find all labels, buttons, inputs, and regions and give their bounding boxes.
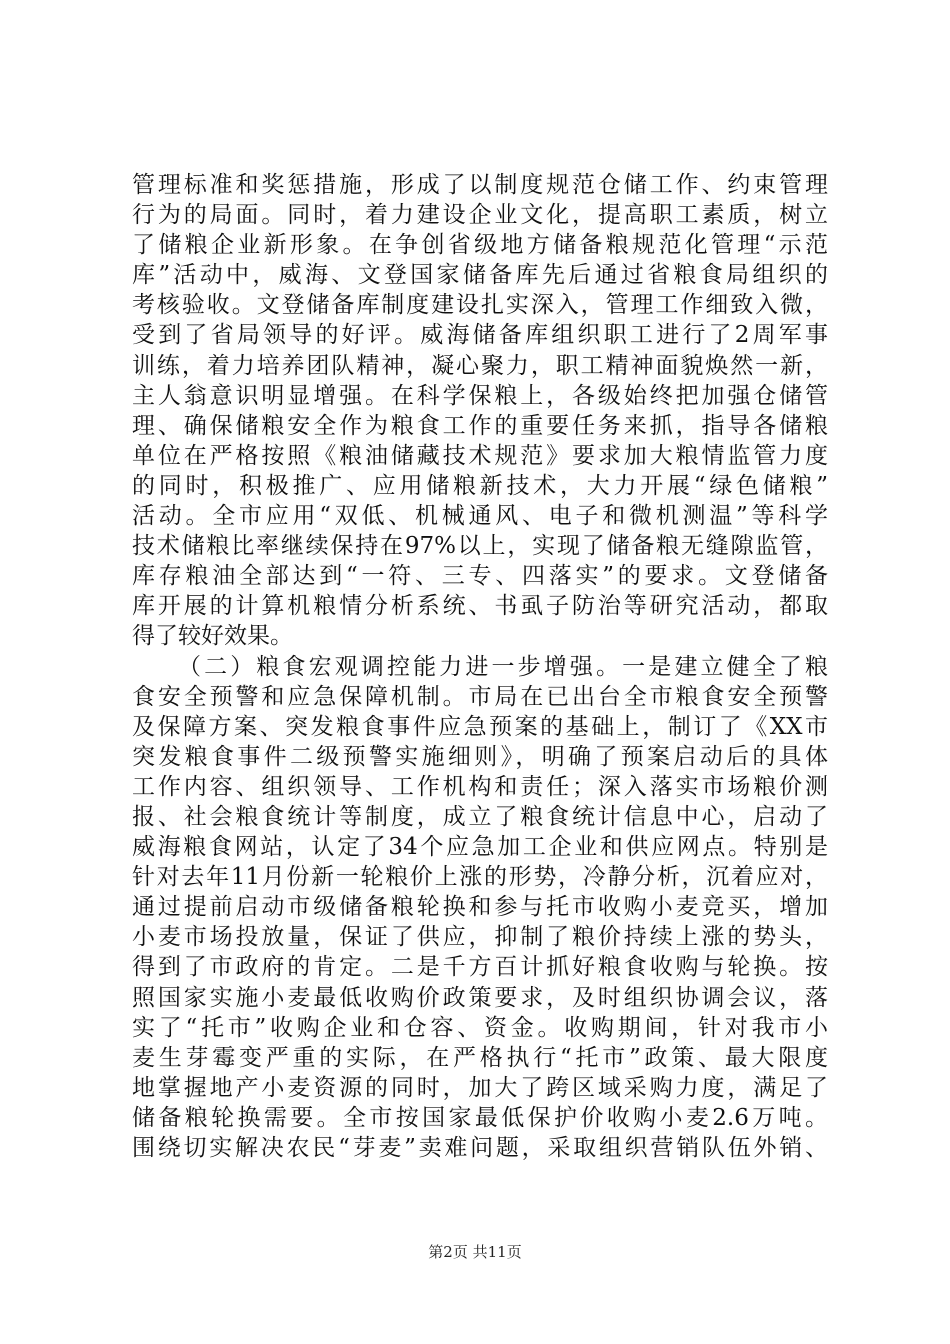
text-line: 技术储粮比率继续保持在97%以上，实现了储备粮无缝隙监管， [132, 533, 828, 560]
text-line: 储备粮轮换需要。全市按国家最低保护价收购小麦2.6万吨。 [132, 1104, 828, 1131]
text-line: （二）粮食宏观调控能力进一步增强。一是建立健全了粮 [178, 653, 828, 680]
text-line: 小麦市场投放量，保证了供应，抑制了粮价持续上涨的势头， [132, 924, 828, 951]
text-line: 理、确保储粮安全作为粮食工作的重要任务来抓，指导各储粮 [132, 412, 828, 439]
text-line: 库存粮油全部达到“一符、三专、四落实”的要求。文登储备 [132, 563, 828, 590]
text-line: 活动。全市应用“双低、机械通风、电子和微机测温”等科学 [132, 503, 828, 530]
text-line: 通过提前启动市级储备粮轮换和参与托市收购小麦竞买，增加 [132, 894, 828, 921]
page-footer: 第2页 共11页 [428, 1243, 522, 1261]
text-line: 训练，着力培养团队精神，凝心聚力，职工精神面貌焕然一新， [132, 352, 828, 379]
text-line: 威海粮食网站，认定了34个应急加工企业和供应网点。特别是 [132, 834, 828, 861]
text-line: 得了较好效果。 [132, 623, 293, 650]
text-line: 的同时，积极推广、应用储粮新技术，大力开展“绿色储粮” [132, 472, 828, 499]
text-line: 单位在严格按照《粮油储藏技术规范》要求加大粮情监管力度 [132, 442, 828, 469]
text-line: 及保障方案、突发粮食事件应急预案的基础上，制订了《XX市 [132, 713, 828, 740]
text-line: 工作内容、组织领导、工作机构和责任；深入落实市场粮价测 [132, 773, 828, 800]
text-line: 主人翁意识明显增强。在科学保粮上，各级始终把加强仓储管 [132, 382, 828, 409]
text-line: 地掌握地产小麦资源的同时，加大了跨区域采购力度，满足了 [132, 1074, 828, 1101]
text-line: 受到了省局领导的好评。威海储备库组织职工进行了2周军事 [132, 322, 828, 349]
text-line: 行为的局面。同时，着力建设企业文化，提高职工素质，树立 [132, 202, 828, 229]
text-line: 突发粮食事件二级预警实施细则》，明确了预案启动后的具体 [132, 743, 828, 770]
paragraph [132, 170, 828, 652]
text-line: 库”活动中，威海、文登国家储备库先后通过省粮食局组织的 [132, 262, 828, 289]
text-line: 库开展的计算机粮情分析系统、书虱子防治等研究活动，都取 [132, 593, 828, 620]
text-line: 针对去年11月份新一轮粮价上涨的形势，冷静分析，沉着应对， [132, 864, 828, 891]
text-line: 实了“托市”收购企业和仓容、资金。收购期间，针对我市小 [132, 1014, 828, 1041]
text-line: 报、社会粮食统计等制度，成立了粮食统计信息中心，启动了 [132, 803, 828, 830]
text-line: 围绕切实解决农民“芽麦”卖难问题，采取组织营销队伍外销、 [132, 1135, 828, 1161]
text-line: 考核验收。文登储备库制度建设扎实深入，管理工作细致入微， [132, 292, 828, 319]
document-body [132, 170, 828, 1163]
text-line: 得到了市政府的肯定。二是千方百计抓好粮食收购与轮换。按 [132, 954, 828, 981]
text-line: 管理标准和奖惩措施，形成了以制度规范仓储工作、约束管理 [132, 172, 828, 198]
text-line: 麦生芽霉变严重的实际，在严格执行“托市”政策、最大限度 [132, 1044, 828, 1071]
paragraph [132, 652, 828, 1164]
text-line: 食安全预警和应急保障机制。市局在已出台全市粮食安全预警 [132, 683, 828, 710]
text-line: 了储粮企业新形象。在争创省级地方储备粮规范化管理“示范 [132, 232, 828, 259]
text-line: 照国家实施小麦最低收购价政策要求，及时组织协调会议，落 [132, 984, 828, 1011]
